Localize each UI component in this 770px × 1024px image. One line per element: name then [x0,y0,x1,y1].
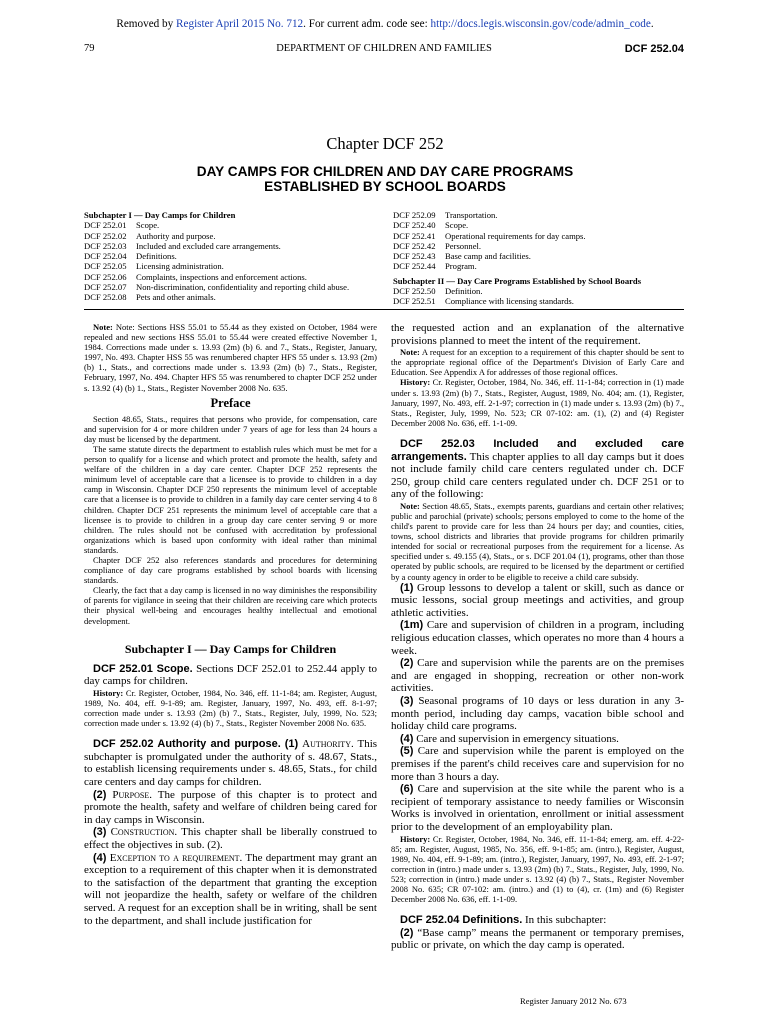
subchapter1-heading: Subchapter I — Day Camps for Children [124,641,337,656]
toc-entry [84,292,384,302]
toc-entry-title: Scope. [136,220,160,231]
toc-entry-title: Base camp and facilities. [445,251,531,262]
toc-entry-number: DCF 252.44 [393,261,436,272]
toc-entry-number: DCF 252.41 [393,230,436,241]
exclusion-item-text: Care and supervision at the site while the parent who is a recipient of temporary assistance to needy families or Wisconsin Works is involved in orientation, enrollment or initial assessment prior to the development of an employability plan. [391,783,685,833]
toc-entry-title: Licensing administration. [136,261,224,272]
toc-entry [393,286,693,296]
page-number: 79 [84,43,95,54]
toc-entry-number: DCF 252.08 [84,292,127,303]
toc-left [84,210,384,303]
toc-entry-number: DCF 252.05 [84,261,127,272]
toc-entry [84,272,384,282]
toc-entry-title: Non-discrimination, confidentiality and reporting child abuse. [136,282,350,293]
exclusion-item [391,582,684,620]
preface-text [84,414,377,626]
toc-right2-list [393,286,693,307]
section-252-02-4: (4) Exception to a requirement. The department may grant an exception to a requirement of this chapter when it is demonstrated to the satisfaction of the department that granting the exception will not jeopardize the health, safety or welfare of the children served. A request for an exception shall be in writing, shall be sent to the department, and shall include justification for [84,851,378,927]
toc-entry [84,231,384,241]
toc-entry-title: Scope. [445,220,469,231]
exclusion-item-number: (1) [400,581,414,594]
toc-entry [393,296,693,306]
preface-paragraph: Chapter DCF 252 also references standards and procedures for determining compliance of day care programs established by school boards with licensing standards. [84,554,377,586]
banner-prefix: Removed by [116,18,177,30]
toc-entry-title: Definition. [445,286,483,297]
exclusion-item [391,745,684,783]
toc-entry-number: DCF 252.07 [84,282,127,293]
preface-heading: Preface [210,395,251,410]
exception-continuation: the requested action and an explanation of the alternative provisions planned to meet the intent of the requirement. [391,322,684,347]
section-252-02-2: (2) Purpose. The purpose of this chapter is to protect and promote the health, safety and welfare of children being cared for in day camps in Wisconsin. [84,788,377,826]
toc-entry [84,220,384,230]
admin-code-link[interactable]: http://docs.legis.wisconsin.gov/code/admin_code [430,18,651,30]
section-252-01: DCF 252.01 Scope. Sections DCF 252.01 to 252.44 apply to day camps for children. [84,662,378,688]
toc-entry-title: Compliance with licensing standards. [445,296,574,307]
exclusion-item-text: Care and supervision while the parents are on the premises and are engaged in shopping, recreation or other non-work activities. [391,657,684,695]
banner-middle: . For current adm. code see: [303,18,431,30]
exclusion-item-number: (5) [400,745,414,758]
register-footer: Register January 2012 No. 673 [520,996,627,1006]
department-name: DEPARTMENT OF CHILDREN AND FAMILIES [276,43,492,54]
toc-entry-title: Personnel. [445,240,482,251]
exclusion-item-number: (1m) [400,619,424,632]
toc-entry-title: Operational requirements for day camps. [445,230,586,241]
section-252-03: DCF 252.03 Included and excluded care arrangements. This chapter applies to all day camps but it does not include family child care centers regulated under ch. DCF 250, group child care centers regulated under ch. DCF 251 or to any of the following: [391,437,684,501]
toc-entry [393,210,693,220]
toc-entry-title: Included and excluded care arrangements. [136,240,281,251]
preface-paragraph: Section 48.65, Stats., requires that persons who provide, for compensation, care and supervision for 4 or more children under 7 years of age for less than 24 hours a day must be licensed by the department. [84,413,377,444]
exclusion-item [391,695,684,733]
toc-entry-number: DCF 252.50 [393,286,436,297]
toc-entry-number: DCF 252.42 [393,240,436,251]
toc-entry-number: DCF 252.01 [84,220,127,231]
toc-entry [393,231,693,241]
exclusion-list [391,582,684,834]
exclusion-item [391,733,684,746]
toc-entry-title: Authority and purpose. [136,230,216,241]
exception-note: Note: A request for an exception to a requirement of this chapter should be sent to the appropriate regional office of the Department's Division of Early Care and Education. See Appendix A for addresses of those regional offices. [391,347,685,378]
exclusion-item-text: Group lessons to develop a talent or skill, such as dance or music lessons, social group meetings and activities, and group athletic activities. [391,581,684,619]
exclusion-item-number: (4) [400,732,414,745]
toc-entry-number: DCF 252.40 [393,220,436,231]
exclusion-item-number: (3) [400,695,414,707]
exclusion-item-number: (6) [400,783,414,796]
banner-suffix: . [650,18,654,30]
chapter-note: Note: Note: Sections HSS 55.01 to 55.44 as they existed on October, 1984 were repealed and new sections HSS 55.01 to 55.44 were created effective November 1, 1984. Corrections made under s. 13.93 (2m) (b) 6. and 7., Stats., Register, January, 1997, No. 493. Chapter HSS 55 was renumbered chapter HFS 55 under s. 13.93 (2m) (b) 1., Stats., and corrections made under s. 13.93 (2m) (b) 7., Stats., Register, February, 1997, No. 494. Chapter HFS 55 was renumbered to chapter DCF 252 under s. 13.92 (4) (b) 1., Stats., Register November 2008 No. 635. [84,322,378,393]
toc-entry [393,251,693,261]
exemptions-note: Note: Section 48.65, Stats., exempts parents, guardians and certain other relatives; public and parochial (private) schools; persons employed to come to the home of the child's parent to provide care for less than 24 hours per day; and counties, cities, towns, school districts and libraries that provide programs for children primarily intended for social or recreational purposes from the requirement for a license. As specified under s. 49.155 (4), Stats., or s. DCF 201.04 (1), programs, other than those operated by public schools, are required to be licensed by the department or certified by a county agency in order to be eligible to receive a child care subsidy. [391,500,684,582]
toc-entry-number: DCF 252.43 [393,251,436,262]
left-column [84,322,377,927]
section-252-02: DCF 252.02 Authority and purpose. (1) Authority. This subchapter is promulgated under the authority of s. 48.67, Stats., to establish licensing requirements under s. 48.65, Stats., for child care centers and day camps for children. [84,738,378,788]
toc-subchapter2-heading: Subchapter II — Day Care Programs Established by School Boards [393,275,642,286]
toc-entry-title: Definitions. [136,251,177,262]
exclusion-item-text: Care and supervision while the parent is employed on the premises if the parent's child receives care and supervision for no more than 3 hours a day. [391,745,684,783]
chapter-subtitle [0,164,770,194]
toc-entry-title: Pets and other animals. [136,292,216,303]
toc-entry [393,261,693,271]
history-252-01: History: Cr. Register, October, 1984, No. 346, eff. 11-1-84; am. Register, August, 1989, No. 404, eff. 9-1-89; am. Register, January, 1997, No. 493, eff. 8-1-97; correction made under s. 13.93 (2m) (b) 7., Stats., Register, July, 1999, No. 523; correction made under s. 13.92 (4) (b) 7., Stats., Register November 2008 No. 635. [84,687,378,729]
preface-paragraph: Clearly, the fact that a day camp is licensed in no way diminishes the responsibility of parents for vigilance in seeing that their children are receiving care which protects their physical well-being and encourages healthy intellectual and emotional development. [84,585,377,626]
chapter-title: Chapter DCF 252 [326,134,444,153]
removal-banner [0,18,770,30]
section-252-02-3: (3) Construction. This chapter shall be liberally construed to effect the objectives in sub. (2). [84,826,377,851]
toc-entry-title: Transportation. [445,210,498,220]
toc-entry-number: DCF 252.09 [393,210,436,220]
toc-divider [84,309,684,310]
toc-left-list [84,220,384,302]
toc-entry [84,241,384,251]
toc-entry [393,241,693,251]
toc-entry [84,251,384,261]
toc-entry [84,261,384,271]
toc-entry-number: DCF 252.02 [84,230,127,241]
toc-entry-number: DCF 252.51 [393,296,436,307]
toc-entry-number: DCF 252.03 [84,240,127,251]
exclusion-item [391,657,684,695]
definition-base-camp: (2) “Base camp” means the permanent or temporary premises, public or private, on which the day camp is operated. [391,926,685,952]
register-link[interactable]: Register April 2015 No. 712 [176,18,304,30]
exclusion-item-text: Care and supervision in emergency situations. [416,732,619,745]
exclusion-item-text: Care and supervision of children in a program, including religious education classes, which operates no more than 4 hours a week. [391,619,684,657]
toc-subchapter1-heading: Subchapter I — Day Camps for Children [84,210,236,220]
history-252-03: History: Cr. Register, October, 1984, No. 346, eff. 11-1-84; emerg. am. eff. 4-22-85; am. Register, August, 1985, No. 356, eff. 9-1-85; am. (intro.), Register, August, 1989, No. 404, eff. 9-1-89; am. (intro.), Register, January, 1997, No. 493, eff. 2-1-97; correction in (intro.) made under s. 13.93 (2m) (b) 7., Stats., Register, July, 1999, No. 523; correction in (intro.) made under s. 13.92 (4) (b) 7., Stats., Register November 2008 No. 635; CR 07-102: am. (intro.) and (1) to (4), cr. (1m) and (6) Register December 2008 No. 636, eff. 1-1-09. [391,833,685,905]
toc-right-list [393,210,693,272]
section-code: DCF 252.04 [624,43,684,55]
right-column [391,322,684,952]
exclusion-item [391,619,684,657]
chapter-subtitle-line1: DAY CAMPS FOR CHILDREN AND DAY CARE PROGRAMS [196,164,574,179]
toc-entry-number: DCF 252.04 [84,251,127,262]
history-252-02: History: Cr. Register, October, 1984, No. 346, eff. 11-1-84; correction in (1) made under s. 13.93 (2m) (b) 7., Stats., Register, August, 1989, No. 404; am. (1), Register, January, 1997, No. 493, eff. 2-1-97; correction in (1) made under s. 13.93 (2m) (b) 7., Stats., Register, July, 1999, No. 523; CR 07-102: am. (1), (2) and (4) Register December 2008 No. 636, eff. 1-1-09. [391,377,685,428]
toc-entry-title: Complaints, inspections and enforcement actions. [136,271,307,282]
preface-paragraph: The same statute directs the department to establish rules which must be met for a person to qualify for a license and which protect and promote the health, safety and welfare of the children in a day care center. Chapter DCF 252 represents the minimum level of acceptable care that a licensee is to provide to children in a day camp in Wisconsin. Chapter DCF 250 represents the minimum level of acceptable care that a licensee is to provide to children in a family day care center serving 4 to 8 children. Chapter DCF 251 represents the minimum level of acceptable care that a licensee is to provide to children in a group day care center serving 9 or more children. The rules should not be confused with accreditation by professional organizations which is based upon conformity with ideal rather than minimal standards. [84,443,377,555]
toc-entry [393,220,693,230]
exclusion-item [391,783,684,833]
toc-entry [84,282,384,292]
toc-entry-number: DCF 252.06 [84,271,127,282]
toc-right [393,210,693,307]
toc-entry-title: Program. [445,261,477,272]
chapter-subtitle-line2: ESTABLISHED BY SCHOOL BOARDS [264,179,506,194]
section-252-04: DCF 252.04 Definitions. In this subchapter: [400,914,607,927]
exclusion-item-text: Seasonal programs of 10 days or less duration in any 3-month period, including day camps, vacation bible school and holiday child care programs. [391,695,685,733]
exclusion-item-number: (2) [400,657,414,670]
